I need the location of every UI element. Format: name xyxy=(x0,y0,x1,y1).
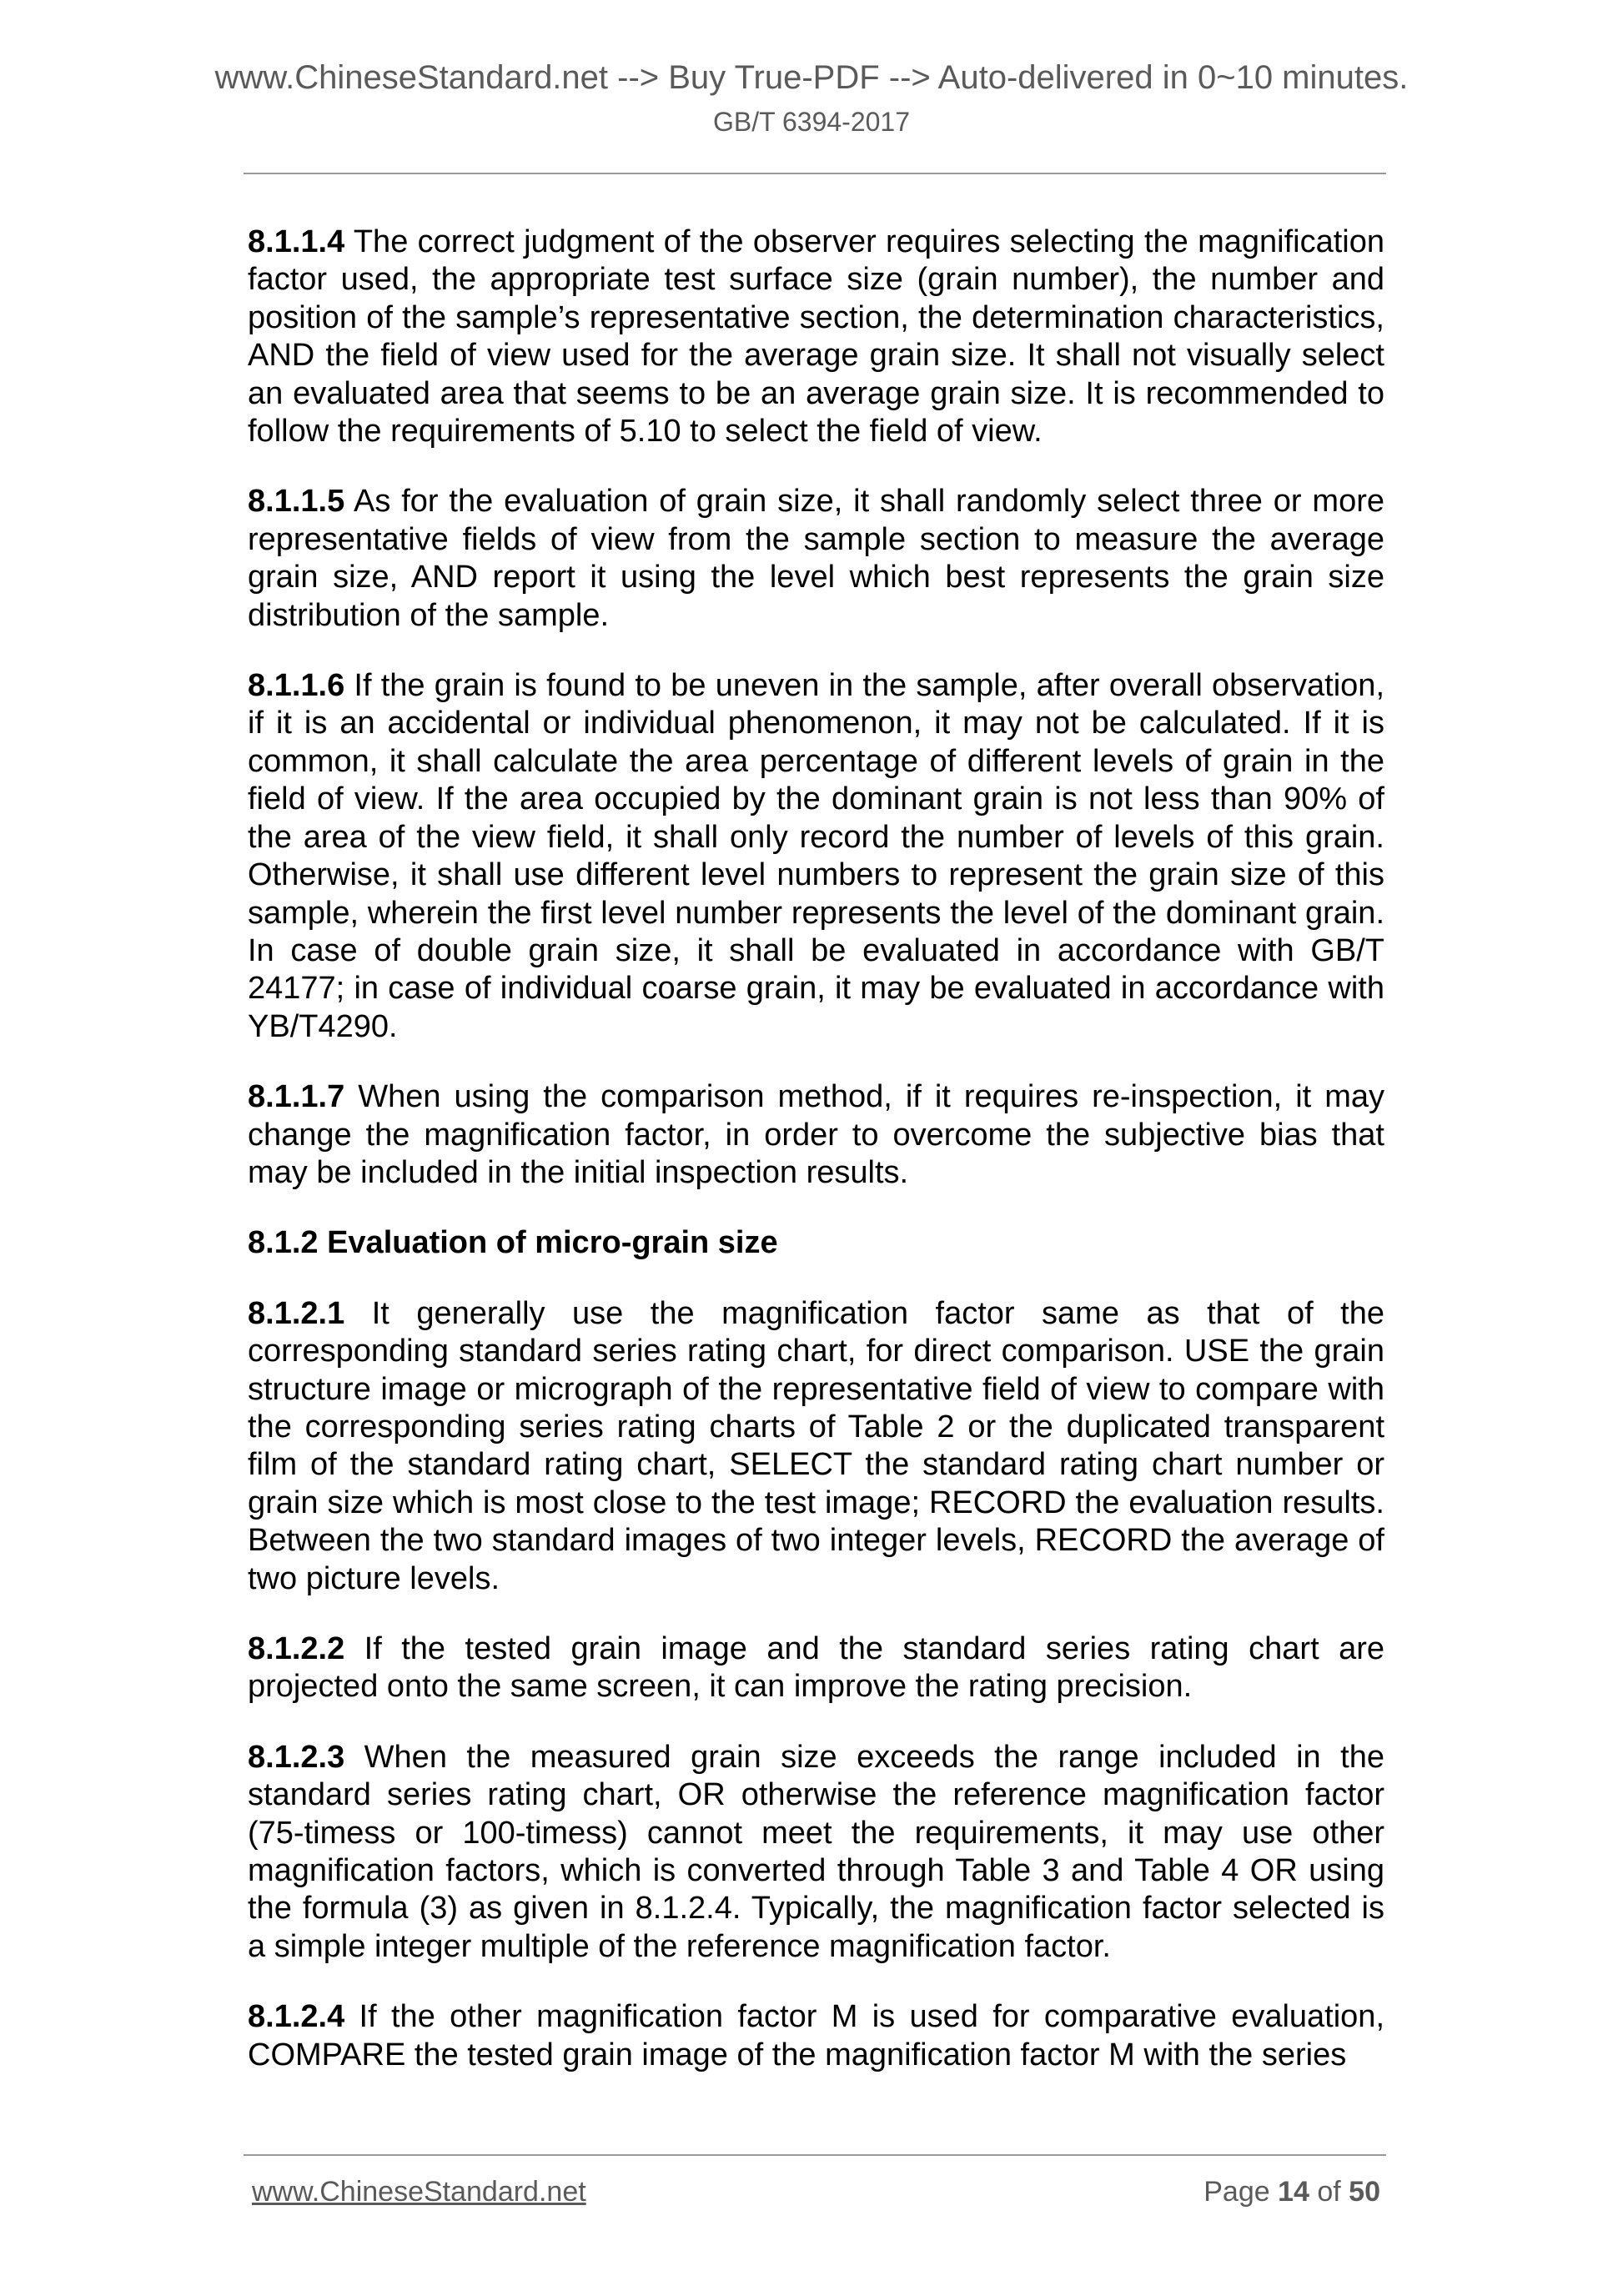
page-total: 50 xyxy=(1349,2176,1380,2208)
clause-8-1-2-4 xyxy=(248,1998,1384,2074)
clause-number: 8.1.1.5 xyxy=(248,484,345,520)
footer-website-link[interactable]: www.ChineseStandard.net xyxy=(252,2176,586,2208)
clause-text: If the tested grain image and the standard series rating chart are projected onto the same screen, it can improve the rating precision. xyxy=(248,1631,1384,1705)
clause-8-1-1-5 xyxy=(248,483,1384,635)
clause-8-1-2-1 xyxy=(248,1295,1384,1598)
clause-text: The correct judgment of the observer requires selecting the magnification factor used, the appropriate test surface size (grain number), the number and position of the sample’s representative section, the determination characteristics, AND the field of view used for the average grain size. It shall not visually select an evaluated area that seems to be an average grain size. It is recommended to follow the requirements of 5.10 to select the field of view. xyxy=(248,224,1384,450)
clause-8-1-1-6 xyxy=(248,667,1384,1046)
section-heading: 8.1.2 Evaluation of micro-grain size xyxy=(248,1225,778,1261)
document-id: GB/T 6394-2017 xyxy=(712,107,910,137)
clause-8-1-2-2 xyxy=(248,1630,1384,1706)
clause-number: 8.1.1.4 xyxy=(248,224,345,259)
clause-number: 8.1.1.6 xyxy=(248,668,345,704)
clause-text: When using the comparison method, if it requires re-inspection, it may change the magnification factor, in order to overcome the subjective bias that may be included in the initial inspection results. xyxy=(248,1079,1384,1190)
header-divider xyxy=(244,173,1386,174)
page-indicator xyxy=(1203,2175,1380,2208)
page-of: of xyxy=(1309,2176,1349,2208)
clause-text: If the other magnification factor M is used for comparative evaluation, COMPARE the tested grain image of the magnification factor M with the series xyxy=(248,1999,1384,2072)
header-banner: www.ChineseStandard.net --> Buy True-PDF --> Auto-delivered in 0~10 minutes. xyxy=(214,59,1409,96)
clause-number: 8.1.2.4 xyxy=(248,1999,345,2035)
clause-number: 8.1.2.2 xyxy=(248,1631,345,1666)
document-body xyxy=(248,224,1384,2107)
clause-text: If the grain is found to be uneven in the sample, after overall observation, if it is an accidental or individual phenomenon, it may not be calculated. If it is common, it shall calculate the area percentage of different levels of grain in the field of view. If the area occupied by the dominant grain is not less than 90% of the area of the view field, it shall only record the number of levels of this grain. Otherwise, it shall use different level numbers to represent the grain size of this sample, wherein the first level number represents the level of the dominant grain. In case of double grain size, it shall be evaluated in accordance with GB/T 24177; in case of individual coarse grain, it may be evaluated in accordance with YB/T4290. xyxy=(248,668,1384,1044)
page-number: 14 xyxy=(1278,2176,1309,2208)
clause-text: It generally use the magnification factor same as that of the corresponding standard series rating chart, for direct comparison. USE the grain structure image or micrograph of the representative field of view to compare with the corresponding series rating charts of Table 2 or the duplicated transparent film of the standard rating chart, SELECT the standard rating chart number or grain size which is most close to the test image; RECORD the evaluation results. Between the two standard images of two integer levels, RECORD the average of two picture levels. xyxy=(248,1295,1384,1596)
page-header xyxy=(0,58,1623,138)
clause-number: 8.1.2.3 xyxy=(248,1739,345,1775)
clause-8-1-1-7 xyxy=(248,1078,1384,1192)
clause-text: When the measured grain size exceeds the range included in the standard series rating chart, OR otherwise the reference magnification factor (75-timess or 100-timess) cannot meet the requirements, it may use other magnification factors, which is converted through Table 3 and Table 4 OR using the formula (3) as given in 8.1.2.4. Typically, the magnification factor selected is a simple integer multiple of the reference magnification factor. xyxy=(248,1739,1384,1964)
page-prefix: Page xyxy=(1203,2176,1279,2208)
footer-divider xyxy=(244,2154,1386,2156)
clause-number: 8.1.1.7 xyxy=(248,1079,345,1115)
clause-text: As for the evaluation of grain size, it shall randomly select three or more representative fields of view from the sample section to measure the average grain size, AND report it using the level which best represents the grain size distribution of the sample. xyxy=(248,484,1384,633)
clause-8-1-2-3 xyxy=(248,1739,1384,1966)
clause-number: 8.1.2.1 xyxy=(248,1295,345,1331)
clause-8-1-1-4 xyxy=(248,224,1384,450)
